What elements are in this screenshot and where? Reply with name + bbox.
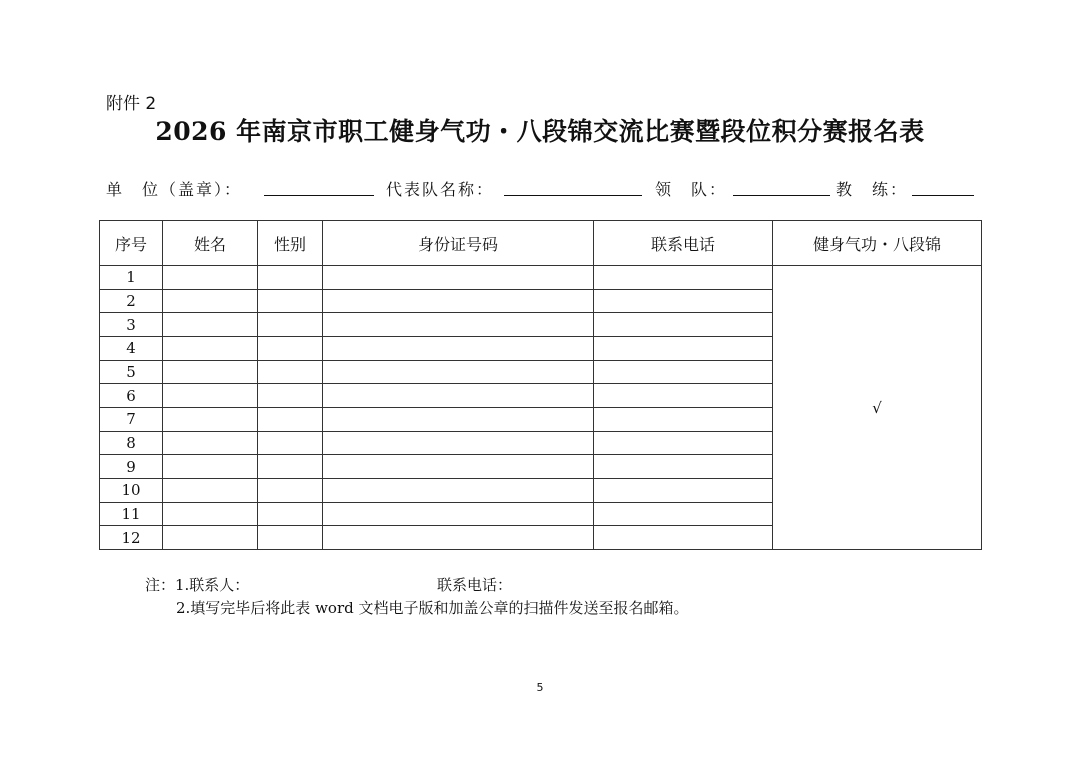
row-index: 4 xyxy=(100,336,163,360)
row-index: 5 xyxy=(100,360,163,384)
id-number-cell[interactable] xyxy=(323,455,594,479)
row-index: 11 xyxy=(100,502,163,526)
row-index: 2 xyxy=(100,289,163,313)
name-cell[interactable] xyxy=(163,431,258,455)
header-gender: 性别 xyxy=(258,221,323,266)
id-number-cell[interactable] xyxy=(323,431,594,455)
note-submission: 2.填写完毕后将此表 word 文档电子版和加盖公章的扫描件发送至报名邮箱。 xyxy=(176,599,689,617)
leader-label: 领 队： xyxy=(655,180,728,199)
row-index: 10 xyxy=(100,478,163,502)
id-number-cell[interactable] xyxy=(323,478,594,502)
unit-field[interactable] xyxy=(264,195,374,196)
row-index: 8 xyxy=(100,431,163,455)
table-row xyxy=(100,266,982,290)
row-index: 7 xyxy=(100,407,163,431)
leader-field[interactable] xyxy=(733,195,830,196)
page-number: 5 xyxy=(536,681,544,694)
name-cell[interactable] xyxy=(163,478,258,502)
id-number-cell[interactable] xyxy=(323,526,594,550)
name-cell[interactable] xyxy=(163,313,258,337)
phone-cell[interactable] xyxy=(594,431,773,455)
id-number-cell[interactable] xyxy=(323,360,594,384)
row-index: 12 xyxy=(100,526,163,550)
id-number-cell[interactable] xyxy=(323,336,594,360)
gender-cell[interactable] xyxy=(258,502,323,526)
unit-label: 单 位（盖章）： xyxy=(106,180,243,199)
note-contact-person: 注：1.联系人： xyxy=(145,576,250,594)
header-name: 姓名 xyxy=(163,221,258,266)
gender-cell[interactable] xyxy=(258,526,323,550)
name-cell[interactable] xyxy=(163,289,258,313)
id-number-cell[interactable] xyxy=(323,502,594,526)
row-index: 9 xyxy=(100,455,163,479)
name-cell[interactable] xyxy=(163,407,258,431)
row-index: 6 xyxy=(100,384,163,408)
header-event: 健身气功・八段锦 xyxy=(773,221,982,266)
name-cell[interactable] xyxy=(163,526,258,550)
phone-cell[interactable] xyxy=(594,407,773,431)
attachment-label: 附件 2 xyxy=(106,94,157,114)
event-check-cell[interactable]: √ xyxy=(773,266,982,550)
name-cell[interactable] xyxy=(163,360,258,384)
phone-cell[interactable] xyxy=(594,313,773,337)
table-header-row xyxy=(100,221,982,266)
form-title: 2026 年南京市职工健身气功・八段锦交流比赛暨段位积分赛报名表 xyxy=(155,117,925,146)
name-cell[interactable] xyxy=(163,266,258,290)
phone-cell[interactable] xyxy=(594,455,773,479)
gender-cell[interactable] xyxy=(258,384,323,408)
row-index: 1 xyxy=(100,266,163,290)
row-index: 3 xyxy=(100,313,163,337)
gender-cell[interactable] xyxy=(258,266,323,290)
name-cell[interactable] xyxy=(163,455,258,479)
header-phone: 联系电话 xyxy=(594,221,773,266)
id-number-cell[interactable] xyxy=(323,289,594,313)
id-number-cell[interactable] xyxy=(323,313,594,337)
header-id-number: 身份证号码 xyxy=(323,221,594,266)
id-number-cell[interactable] xyxy=(323,266,594,290)
registration-table xyxy=(99,220,982,550)
note-contact-phone: 联系电话： xyxy=(437,576,513,594)
phone-cell[interactable] xyxy=(594,289,773,313)
id-number-cell[interactable] xyxy=(323,407,594,431)
gender-cell[interactable] xyxy=(258,289,323,313)
phone-cell[interactable] xyxy=(594,502,773,526)
name-cell[interactable] xyxy=(163,384,258,408)
phone-cell[interactable] xyxy=(594,360,773,384)
gender-cell[interactable] xyxy=(258,360,323,384)
gender-cell[interactable] xyxy=(258,431,323,455)
gender-cell[interactable] xyxy=(258,455,323,479)
gender-cell[interactable] xyxy=(258,407,323,431)
phone-cell[interactable] xyxy=(594,384,773,408)
phone-cell[interactable] xyxy=(594,266,773,290)
phone-cell[interactable] xyxy=(594,336,773,360)
header-index: 序号 xyxy=(100,221,163,266)
gender-cell[interactable] xyxy=(258,336,323,360)
coach-label: 教 练： xyxy=(836,180,909,199)
coach-field[interactable] xyxy=(912,195,974,196)
id-number-cell[interactable] xyxy=(323,384,594,408)
gender-cell[interactable] xyxy=(258,478,323,502)
gender-cell[interactable] xyxy=(258,313,323,337)
team-name-label: 代表队名称： xyxy=(386,180,495,199)
name-cell[interactable] xyxy=(163,336,258,360)
name-cell[interactable] xyxy=(163,502,258,526)
phone-cell[interactable] xyxy=(594,526,773,550)
phone-cell[interactable] xyxy=(594,478,773,502)
team-name-field[interactable] xyxy=(504,195,642,196)
